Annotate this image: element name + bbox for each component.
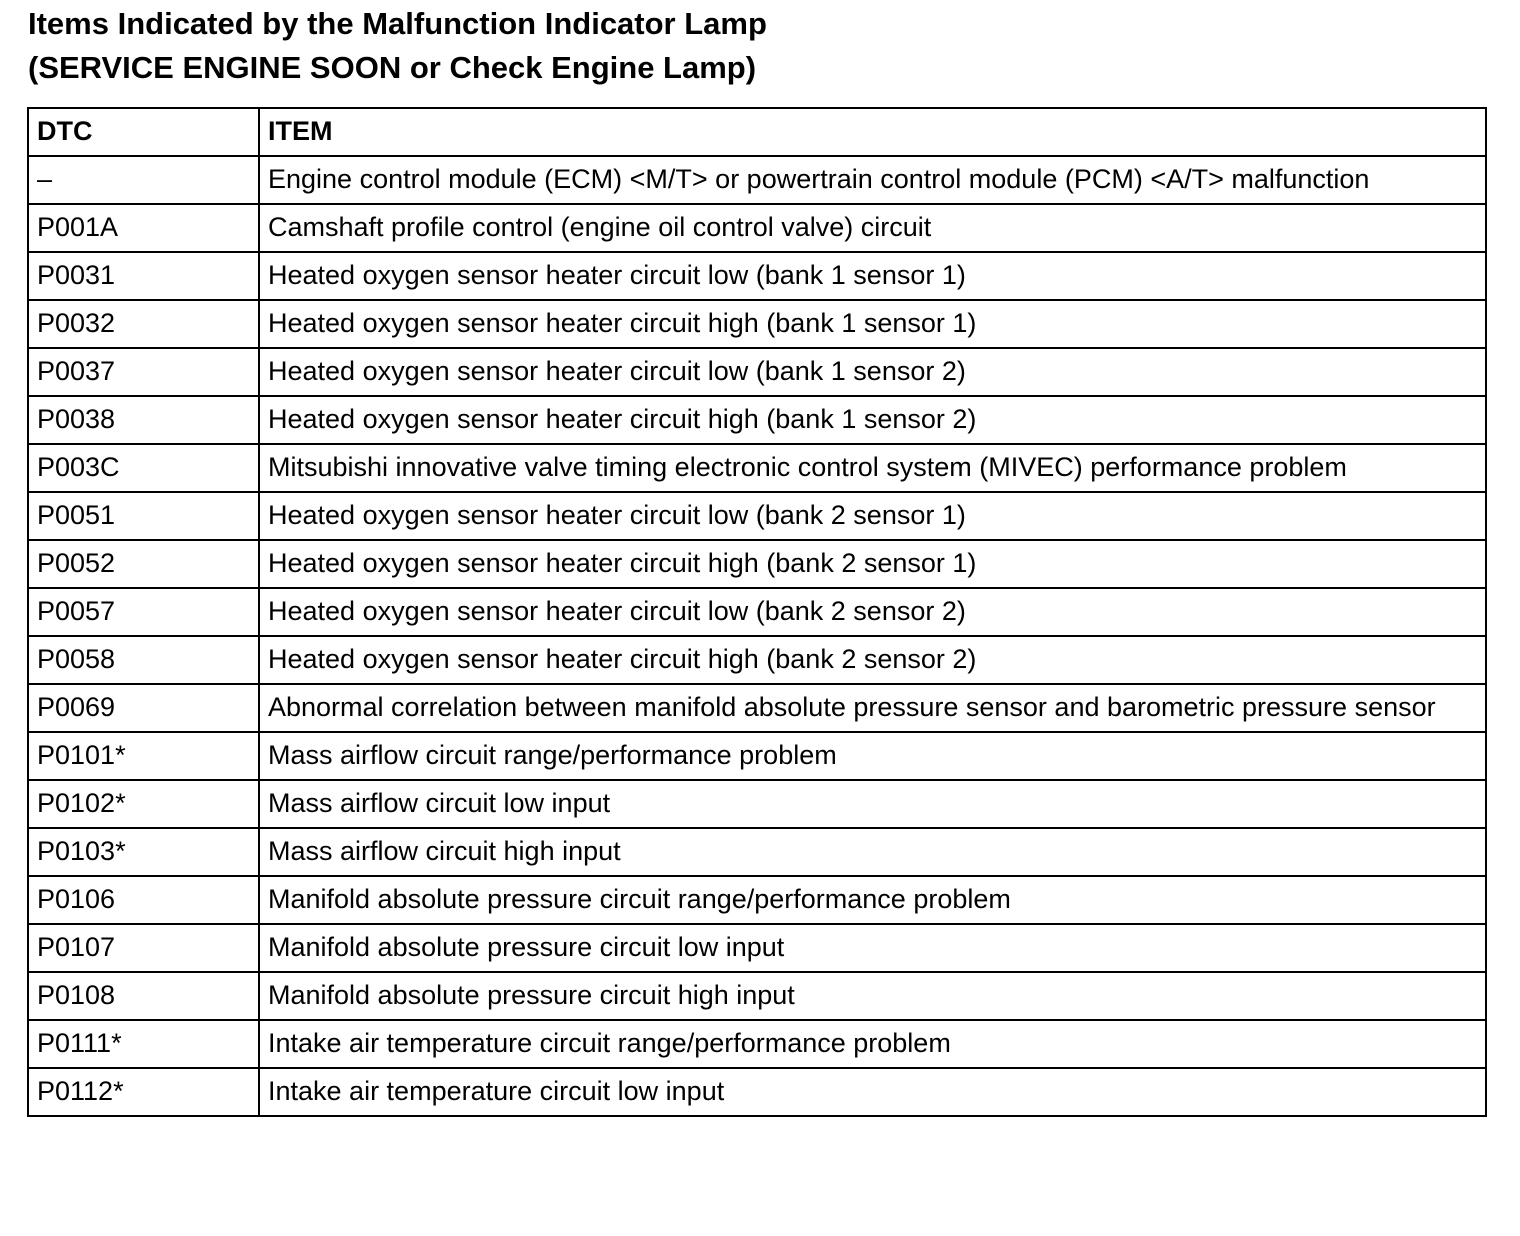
table-row	[28, 300, 1486, 348]
table-row	[28, 732, 1486, 780]
table-row	[28, 780, 1486, 828]
item-cell: Manifold absolute pressure circuit low input	[259, 924, 1486, 972]
item-cell: Mass airflow circuit high input	[259, 828, 1486, 876]
page-title	[28, 2, 767, 90]
column-header-dtc: DTC	[28, 108, 259, 156]
table-row	[28, 588, 1486, 636]
dtc-cell: P0106	[28, 876, 259, 924]
item-cell: Mass airflow circuit range/performance problem	[259, 732, 1486, 780]
dtc-cell: P0051	[28, 492, 259, 540]
table-row	[28, 972, 1486, 1020]
item-cell: Abnormal correlation between manifold absolute pressure sensor and barometric pressure sensor	[259, 684, 1486, 732]
dtc-table	[27, 107, 1487, 1117]
item-cell: Heated oxygen sensor heater circuit low (bank 1 sensor 2)	[259, 348, 1486, 396]
dtc-cell: P0037	[28, 348, 259, 396]
dtc-cell: –	[28, 156, 259, 204]
item-cell: Manifold absolute pressure circuit high input	[259, 972, 1486, 1020]
item-cell: Intake air temperature circuit low input	[259, 1068, 1486, 1116]
dtc-cell: P0052	[28, 540, 259, 588]
dtc-cell: P0057	[28, 588, 259, 636]
dtc-cell: P001A	[28, 204, 259, 252]
table-row	[28, 396, 1486, 444]
item-cell: Manifold absolute pressure circuit range/performance problem	[259, 876, 1486, 924]
item-cell: Engine control module (ECM) <M/T> or powertrain control module (PCM) <A/T> malfunction	[259, 156, 1486, 204]
table-row	[28, 252, 1486, 300]
table-row	[28, 1068, 1486, 1116]
item-cell: Heated oxygen sensor heater circuit high (bank 2 sensor 1)	[259, 540, 1486, 588]
table-row	[28, 348, 1486, 396]
page-title-line-1: Items Indicated by the Malfunction Indicator Lamp	[28, 6, 767, 41]
table-row	[28, 636, 1486, 684]
dtc-cell: P0107	[28, 924, 259, 972]
dtc-cell: P0058	[28, 636, 259, 684]
table-header-row	[28, 108, 1486, 156]
item-cell: Heated oxygen sensor heater circuit high (bank 2 sensor 2)	[259, 636, 1486, 684]
page-title-line-2: (SERVICE ENGINE SOON or Check Engine Lamp)	[28, 50, 757, 85]
dtc-cell: P0032	[28, 300, 259, 348]
item-cell: Camshaft profile control (engine oil control valve) circuit	[259, 204, 1486, 252]
dtc-cell: P0101*	[28, 732, 259, 780]
table-row	[28, 1020, 1486, 1068]
dtc-cell: P0102*	[28, 780, 259, 828]
item-cell: Mass airflow circuit low input	[259, 780, 1486, 828]
dtc-cell: P0031	[28, 252, 259, 300]
item-cell: Heated oxygen sensor heater circuit high (bank 1 sensor 1)	[259, 300, 1486, 348]
column-header-item: ITEM	[259, 108, 1486, 156]
table-row	[28, 876, 1486, 924]
dtc-cell: P0069	[28, 684, 259, 732]
item-cell: Heated oxygen sensor heater circuit high (bank 1 sensor 2)	[259, 396, 1486, 444]
table-body	[28, 156, 1486, 1116]
dtc-cell: P003C	[28, 444, 259, 492]
dtc-cell: P0103*	[28, 828, 259, 876]
item-cell: Heated oxygen sensor heater circuit low (bank 2 sensor 2)	[259, 588, 1486, 636]
table-row	[28, 444, 1486, 492]
item-cell: Heated oxygen sensor heater circuit low (bank 2 sensor 1)	[259, 492, 1486, 540]
dtc-cell: P0112*	[28, 1068, 259, 1116]
table-row	[28, 924, 1486, 972]
table-row	[28, 540, 1486, 588]
item-cell: Heated oxygen sensor heater circuit low (bank 1 sensor 1)	[259, 252, 1486, 300]
dtc-cell: P0108	[28, 972, 259, 1020]
table-row	[28, 156, 1486, 204]
table-row	[28, 204, 1486, 252]
item-cell: Mitsubishi innovative valve timing electronic control system (MIVEC) performance problem	[259, 444, 1486, 492]
table-row	[28, 492, 1486, 540]
table-row	[28, 828, 1486, 876]
table-header	[28, 108, 1486, 156]
table-row	[28, 684, 1486, 732]
dtc-cell: P0038	[28, 396, 259, 444]
item-cell: Intake air temperature circuit range/performance problem	[259, 1020, 1486, 1068]
dtc-cell: P0111*	[28, 1020, 259, 1068]
